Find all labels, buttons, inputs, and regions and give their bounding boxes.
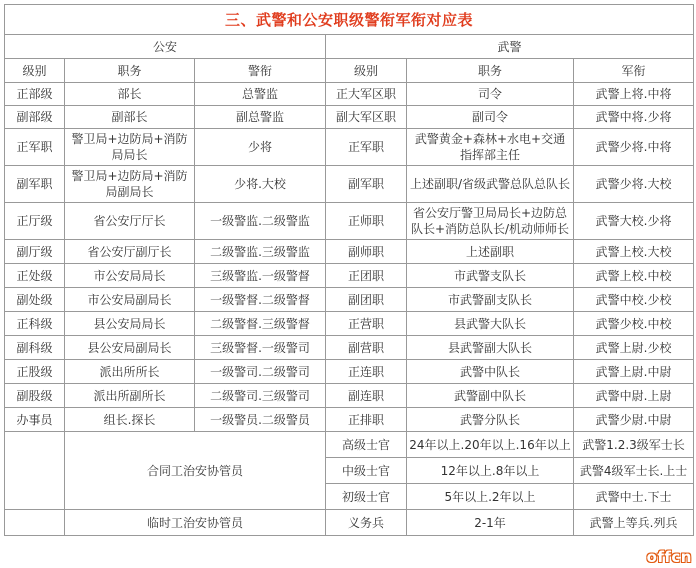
ap-level: 正连职 [326,360,407,384]
ap-rank: 武警中士.下士 [574,484,694,510]
police-rank: 二级警督.三级警督 [195,312,326,336]
table-row [5,83,694,106]
group-police: 公安 [5,35,326,59]
table-row [5,360,694,384]
table-row [5,264,694,288]
col-police-level: 级别 [5,59,65,83]
col-ap-duty: 职务 [407,59,574,83]
police-duty: 省公安厅副厅长 [65,240,195,264]
ap-rank: 武警4级军士长.上士 [574,458,694,484]
table-row [5,408,694,432]
table-row [5,203,694,240]
ap-duty: 武警中队长 [407,360,574,384]
police-duty: 警卫局+边防局+消防局局长 [65,129,195,166]
police-rank: 三级警监.一级警督 [195,264,326,288]
ap-rank: 武警上尉.中尉 [574,360,694,384]
ap-rank: 武警少校.中校 [574,312,694,336]
table-row [5,384,694,408]
ap-rank: 武警上等兵.列兵 [574,510,694,536]
police-level: 办事员 [5,408,65,432]
offcn-watermark: offcn [646,548,692,566]
ap-duty: 副司令 [407,106,574,129]
police-rank: 少将.大校 [195,166,326,203]
police-duty: 副部长 [65,106,195,129]
police-rank: 少将 [195,129,326,166]
ap-rank: 武警1.2.3级军士长 [574,432,694,458]
ap-duty: 市武警副支队长 [407,288,574,312]
ap-rank: 武警上尉.少校 [574,336,694,360]
ap-duty: 2-1年 [407,510,574,536]
police-duty: 派出所副所长 [65,384,195,408]
police-duty: 县公安局局长 [65,312,195,336]
police-level: 副军职 [5,166,65,203]
ap-duty: 县武警副大队长 [407,336,574,360]
col-police-duty: 职务 [65,59,195,83]
police-rank: 三级警督.一级警司 [195,336,326,360]
police-duty: 市公安局副局长 [65,288,195,312]
ap-duty: 12年以上.8年以上 [407,458,574,484]
police-rank: 一级警监.二级警监 [195,203,326,240]
contract-assistant-cell: 合同工治安协管员 [65,432,326,510]
police-rank: 副总警监 [195,106,326,129]
table-row [5,288,694,312]
ap-level: 副大军区职 [326,106,407,129]
ap-duty: 上述副职 [407,240,574,264]
ap-rank: 武警中尉.上尉 [574,384,694,408]
ap-level: 正团职 [326,264,407,288]
ap-rank: 武警中将.少将 [574,106,694,129]
rank-correspondence-table [4,4,694,536]
table-row [5,106,694,129]
group-armed-police: 武警 [326,35,694,59]
table-row [5,166,694,203]
ap-rank: 武警少尉.中尉 [574,408,694,432]
table-row [5,510,694,536]
ap-level: 副师职 [326,240,407,264]
table-row [5,240,694,264]
ap-level: 副团职 [326,288,407,312]
ap-duty: 上述副职/省级武警总队总队长 [407,166,574,203]
ap-level: 中级士官 [326,458,407,484]
col-police-rank: 警衔 [195,59,326,83]
police-duty: 派出所所长 [65,360,195,384]
ap-level: 副军职 [326,166,407,203]
ap-level: 正师职 [326,203,407,240]
ap-duty: 武警黄金+森林+水电+交通指挥部主任 [407,129,574,166]
col-ap-level: 级别 [326,59,407,83]
police-duty: 县公安局副局长 [65,336,195,360]
table-row [5,432,694,458]
table-row [5,312,694,336]
police-level: 副科级 [5,336,65,360]
ap-level: 义务兵 [326,510,407,536]
ap-rank: 武警少将.中将 [574,129,694,166]
ap-level: 副营职 [326,336,407,360]
ap-level: 副连职 [326,384,407,408]
police-level: 正处级 [5,264,65,288]
police-level: 正军职 [5,129,65,166]
column-header-row [5,59,694,83]
ap-level: 高级士官 [326,432,407,458]
group-header-row [5,35,694,59]
police-rank: 一级警员.二级警员 [195,408,326,432]
ap-duty: 市武警支队长 [407,264,574,288]
police-rank: 二级警监.三级警监 [195,240,326,264]
police-rank: 总警监 [195,83,326,106]
police-level: 正部级 [5,83,65,106]
ap-rank: 武警上校.中校 [574,264,694,288]
ap-duty: 武警分队长 [407,408,574,432]
col-ap-rank: 军衔 [574,59,694,83]
police-level: 正厅级 [5,203,65,240]
police-level-empty [5,432,65,510]
ap-rank: 武警大校.少将 [574,203,694,240]
police-duty: 警卫局+边防局+消防局副局长 [65,166,195,203]
ap-level: 正军职 [326,129,407,166]
ap-rank: 武警上将.中将 [574,83,694,106]
temp-assistant-cell: 临时工治安协管员 [65,510,326,536]
police-level: 副处级 [5,288,65,312]
title-row [5,5,694,35]
ap-duty: 司令 [407,83,574,106]
ap-level: 初级士官 [326,484,407,510]
ap-level: 正营职 [326,312,407,336]
ap-rank: 武警上校.大校 [574,240,694,264]
ap-duty: 武警副中队长 [407,384,574,408]
ap-duty: 省公安厅警卫局局长+边防总队长+消防总队长/机动师师长 [407,203,574,240]
ap-rank: 武警少将.大校 [574,166,694,203]
police-level: 副厅级 [5,240,65,264]
ap-duty: 县武警大队长 [407,312,574,336]
police-level: 正股级 [5,360,65,384]
police-duty: 省公安厅厅长 [65,203,195,240]
police-level: 副股级 [5,384,65,408]
police-level-empty [5,510,65,536]
police-level: 正科级 [5,312,65,336]
table-row [5,129,694,166]
police-rank: 二级警司.三级警司 [195,384,326,408]
ap-rank: 武警中校.少校 [574,288,694,312]
police-rank: 一级警督.二级警督 [195,288,326,312]
ap-level: 正排职 [326,408,407,432]
table-row [5,336,694,360]
police-rank: 一级警司.二级警司 [195,360,326,384]
table-title: 三、武警和公安职级警衔军衔对应表 [5,5,694,35]
police-level: 副部级 [5,106,65,129]
police-duty: 市公安局局长 [65,264,195,288]
police-duty: 部长 [65,83,195,106]
ap-duty: 5年以上.2年以上 [407,484,574,510]
ap-level: 正大军区职 [326,83,407,106]
police-duty: 组长.探长 [65,408,195,432]
ap-duty: 24年以上.20年以上.16年以上 [407,432,574,458]
